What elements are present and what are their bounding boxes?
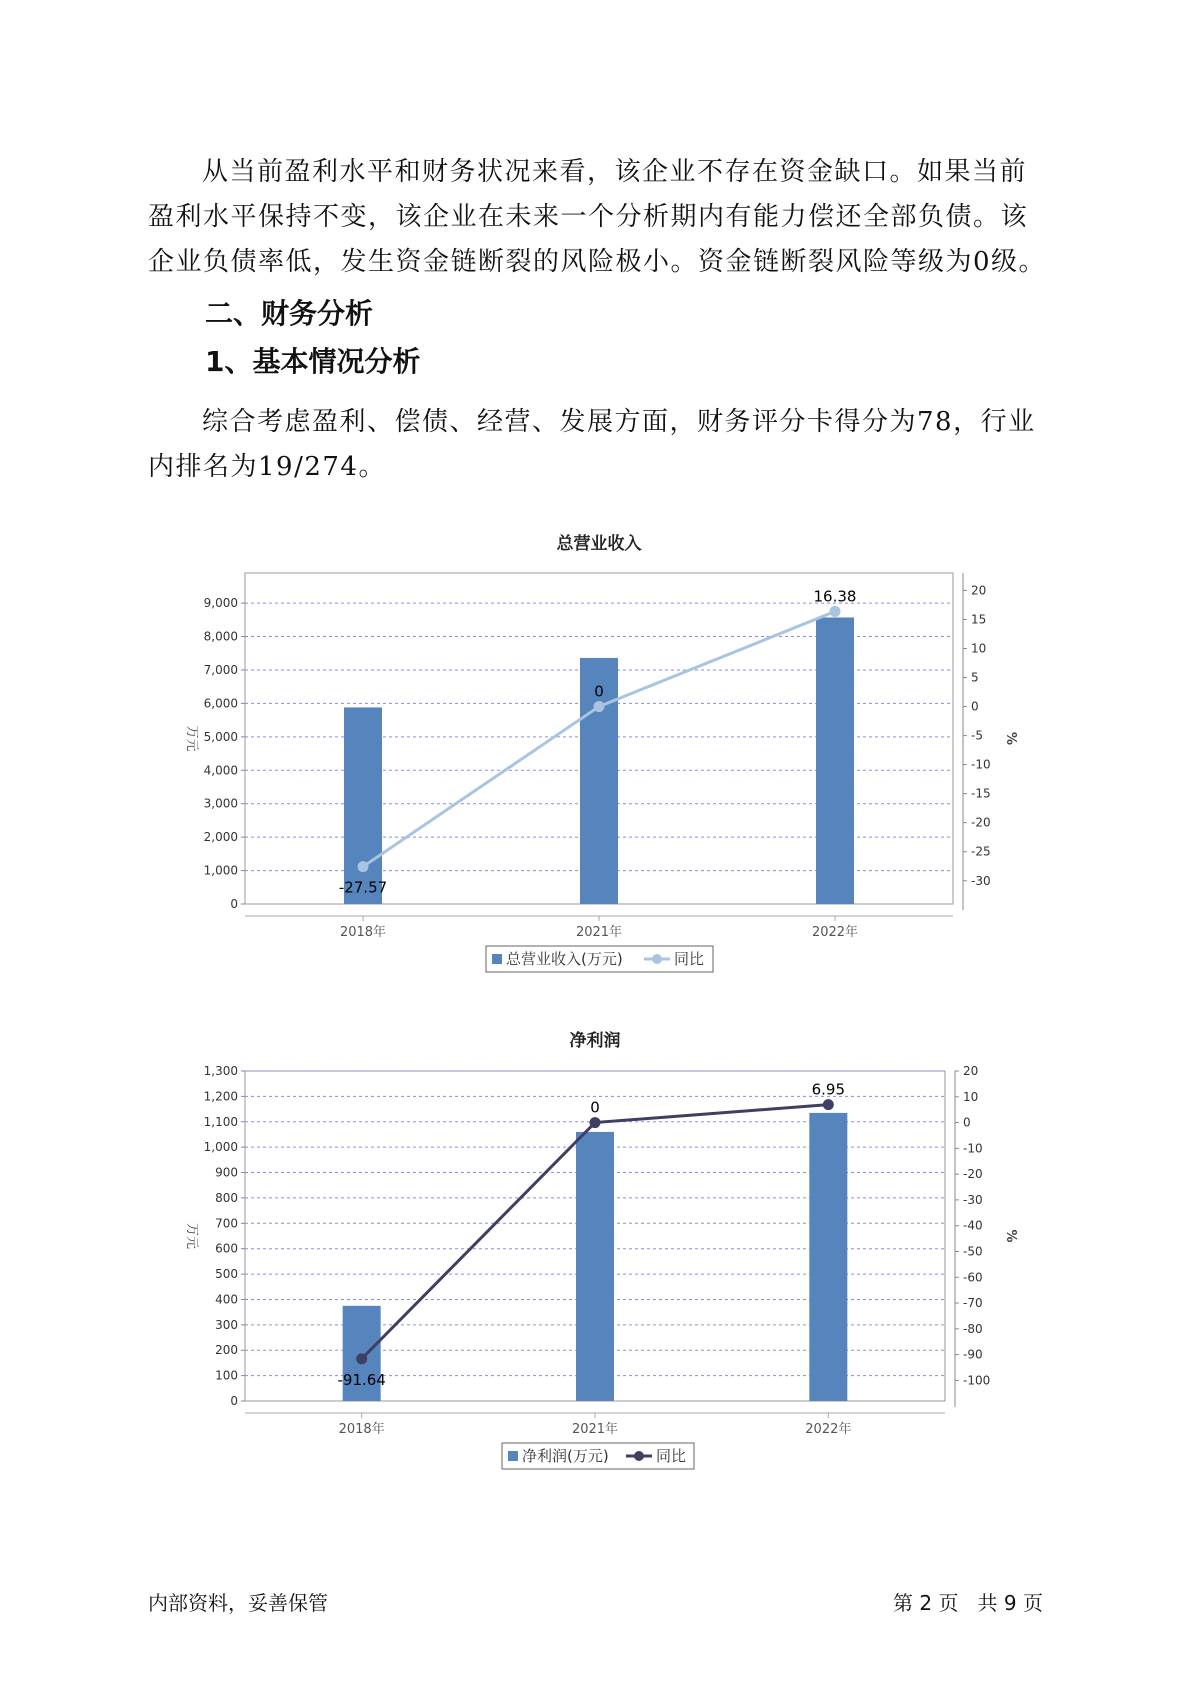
footer-page-number: 第 2 页 共 9 页 (893, 1591, 1043, 1615)
y2-tick-label: 5 (971, 670, 979, 685)
x-tick-label: 2018年 (339, 925, 387, 940)
section-heading-financial-analysis: 二、财务分析 (205, 297, 374, 330)
y-tick-label: 1,000 (203, 1140, 238, 1155)
y2-tick-label: 20 (971, 583, 987, 598)
y-tick-label: 1,200 (203, 1089, 238, 1104)
y-tick-label: 8,000 (203, 629, 238, 644)
y-tick-label: 100 (215, 1368, 238, 1383)
y-tick-label: 4,000 (203, 763, 238, 778)
legend-swatch-bar (508, 1451, 518, 1461)
y-tick-label: 300 (215, 1317, 238, 1332)
y2-tick-label: 0 (971, 699, 979, 714)
data-label: 0 (590, 1098, 600, 1117)
paragraph-funding-gap-text: 从当前盈利水平和财务状况来看，该企业不存在资金缺口。如果当前盈利水平保持不变，该企业在未来一个分析期内有能力偿还全部负债。该企业负债率低，发生资金链断裂的风险极小。资金链断裂风险等级为0级。 (148, 157, 1047, 277)
y-axis-title: 万元 (184, 1222, 199, 1250)
y2-tick-label: -30 (971, 873, 991, 888)
y2-tick-label: 10 (963, 1089, 979, 1104)
chart-title: 净利润 (569, 1031, 621, 1051)
y-tick-label: 1,300 (203, 1064, 238, 1078)
x-tick-label: 2022年 (805, 1422, 852, 1437)
y2-tick-label: -10 (971, 757, 991, 772)
y-tick-label: 9,000 (203, 596, 238, 611)
y2-axis-title: % (1003, 1229, 1018, 1243)
data-label: 6.95 (811, 1080, 846, 1099)
y-tick-label: 2,000 (203, 830, 238, 845)
y-tick-label: 0 (230, 1394, 238, 1408)
y2-tick-label: -90 (963, 1347, 983, 1362)
y-tick-label: 5,000 (203, 729, 238, 744)
y-tick-label: 3,000 (203, 796, 238, 811)
yoy-point (356, 1353, 367, 1364)
y-tick-label: 500 (215, 1267, 238, 1282)
y-tick-label: 0 (230, 897, 238, 911)
legend-swatch-point (634, 1451, 644, 1461)
y2-tick-label: -60 (963, 1270, 983, 1285)
chart-title: 总营业收入 (556, 534, 642, 554)
legend-label-line: 同比 (674, 950, 705, 968)
y-tick-label: 6,000 (203, 696, 238, 711)
y2-tick-label: -5 (971, 728, 983, 743)
data-label: -27.57 (338, 878, 388, 897)
data-label: 0 (594, 682, 604, 701)
y2-tick-label: 15 (971, 612, 987, 627)
legend-label-bar: 净利润(万元) (522, 1447, 609, 1465)
y2-tick-label: -100 (963, 1373, 991, 1388)
x-tick-label: 2018年 (338, 1422, 385, 1437)
subsection-heading-basic-analysis: 1、基本情况分析 (205, 345, 421, 378)
y2-tick-label: -50 (963, 1244, 983, 1259)
y-axis-title: 万元 (184, 725, 199, 752)
y2-tick-label: -80 (963, 1321, 983, 1336)
legend-label-bar: 总营业收入(万元) (506, 950, 623, 968)
yoy-point (823, 1099, 834, 1110)
y-tick-label: 200 (215, 1343, 238, 1358)
x-tick-label: 2021年 (575, 925, 623, 940)
bar (809, 1113, 847, 1401)
bar (576, 1132, 614, 1401)
y-tick-label: 800 (215, 1190, 238, 1205)
x-tick-label: 2021年 (571, 1422, 619, 1437)
y-tick-label: 1,100 (203, 1114, 238, 1129)
y2-tick-label: -20 (963, 1167, 983, 1182)
y-tick-label: 900 (215, 1165, 238, 1180)
y2-tick-label: -30 (963, 1192, 983, 1207)
y-tick-label: 400 (215, 1292, 238, 1307)
paragraph-score-text: 综合考虑盈利、偿债、经营、发展方面，财务评分卡得分为78，行业内排名为19/274。 (148, 407, 1036, 482)
y2-tick-label: -10 (963, 1141, 983, 1156)
y2-tick-label: -15 (971, 786, 991, 801)
footer-confidential-note: 内部资料，妥善保管 (148, 1591, 328, 1615)
x-tick-label: 2022年 (811, 925, 859, 940)
y-tick-label: 600 (215, 1241, 238, 1256)
y2-tick-label: -25 (971, 844, 991, 859)
y2-tick-label: -40 (963, 1218, 983, 1233)
yoy-point (590, 1117, 601, 1128)
y-tick-label: 1,000 (203, 863, 238, 878)
y-tick-label: 7,000 (203, 662, 238, 677)
y2-tick-label: -20 (971, 815, 991, 830)
y2-tick-label: 20 (963, 1064, 979, 1078)
y2-tick-label: 10 (971, 641, 987, 656)
data-label: -91.64 (337, 1370, 386, 1389)
data-label: 16.38 (813, 587, 857, 606)
legend-label-line: 同比 (656, 1447, 687, 1465)
y-tick-label: 700 (215, 1216, 238, 1231)
y2-axis-title: % (1003, 731, 1018, 746)
y2-tick-label: 0 (963, 1115, 971, 1130)
y2-tick-label: -70 (963, 1296, 983, 1311)
